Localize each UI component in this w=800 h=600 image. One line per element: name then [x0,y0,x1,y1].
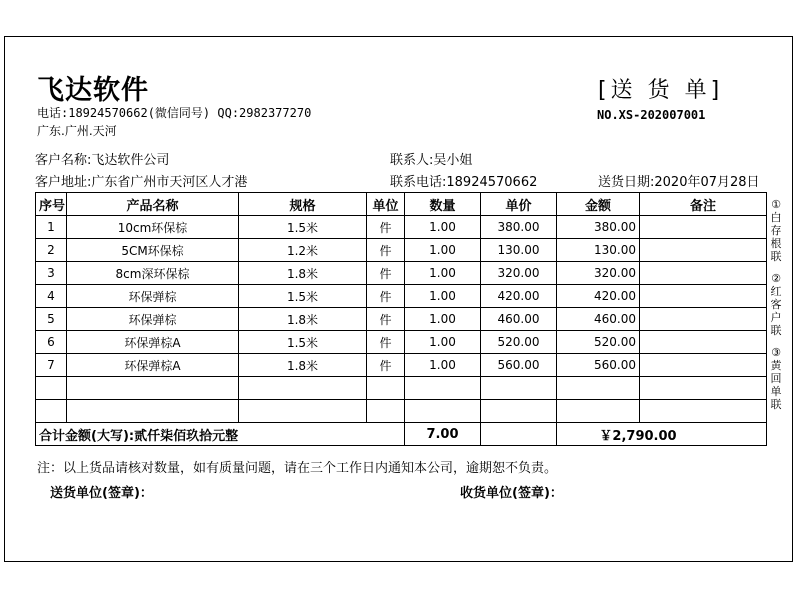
cell-spec: 1.5米 [239,331,367,354]
copy-label-yellow: ③黄回单联 [770,346,782,411]
document-title: [送 货 单] [598,78,724,103]
cell-price: 420.00 [481,285,557,308]
customer-name: 客户名称:飞达软件公司 [35,153,170,168]
table-row [36,331,767,354]
document-number: NO.XS-202007001 [597,108,706,122]
cell-unit: 件 [367,216,405,239]
cell-remark [640,285,767,308]
total-row [36,423,767,446]
header-index: 序号 [36,193,67,216]
cell-unit: 件 [367,308,405,331]
cell-qty: 1.00 [405,262,481,285]
cell-remark [640,262,767,285]
cell-remark [640,216,767,239]
cell-product: 环保弹棕 [67,308,239,331]
header-price: 单价 [481,193,557,216]
cell-price: 520.00 [481,331,557,354]
header-product: 产品名称 [67,193,239,216]
cell-amount: 380.00 [557,216,640,239]
cell-amount: 520.00 [557,331,640,354]
empty-row [36,400,767,423]
copy-labels [769,198,783,420]
cell-spec: 1.5米 [239,216,367,239]
header-spec: 规格 [239,193,367,216]
cell-remark [640,331,767,354]
cell-spec: 1.2米 [239,239,367,262]
header-qty: 数量 [405,193,481,216]
cell-product: 5CM环保棕 [67,239,239,262]
cell-spec: 1.8米 [239,308,367,331]
cell-price: 560.00 [481,354,557,377]
cell-remark [640,308,767,331]
footer-note: 注：以上货品请核对数量，如有质量问题，请在三个工作日内通知本公司，逾期恕不负责。 [37,461,558,476]
delivery-date: 送货日期:2020年07月28日 [598,175,760,190]
cell-index: 7 [36,354,67,377]
table-row [36,354,767,377]
sender-signature-label: 送货单位(签章)： [50,486,153,501]
cell-amount: 560.00 [557,354,640,377]
cell-unit: 件 [367,262,405,285]
company-phone: 电话:18924570662(微信同号) QQ:2982377270 [37,106,312,120]
contact-person: 联系人:吴小姐 [390,153,473,168]
table-row [36,285,767,308]
cell-unit: 件 [367,331,405,354]
cell-price: 320.00 [481,262,557,285]
customer-address: 客户地址:广东省广州市天河区人才港 [35,175,248,190]
table-row [36,262,767,285]
cell-amount: 420.00 [557,285,640,308]
cell-spec: 1.5米 [239,285,367,308]
cell-index: 1 [36,216,67,239]
cell-qty: 1.00 [405,285,481,308]
header-remark: 备注 [640,193,767,216]
contact-phone: 联系电话:18924570662 [390,175,538,190]
copy-label-white: ①白存根联 [770,198,782,263]
company-address: 广东.广州.天河 [37,124,117,138]
company-name: 飞达软件 [37,75,149,106]
cell-amount: 460.00 [557,308,640,331]
cell-unit: 件 [367,354,405,377]
cell-remark [640,239,767,262]
cell-index: 3 [36,262,67,285]
cell-index: 4 [36,285,67,308]
cell-unit: 件 [367,239,405,262]
table-header-row [36,193,767,216]
cell-remark [640,354,767,377]
cell-price: 460.00 [481,308,557,331]
table-row [36,308,767,331]
cell-index: 2 [36,239,67,262]
cell-unit: 件 [367,285,405,308]
cell-qty: 1.00 [405,216,481,239]
total-in-words: 合计金额(大写):贰仟柒佰玖拾元整 [36,423,405,446]
cell-spec: 1.8米 [239,262,367,285]
cell-index: 5 [36,308,67,331]
table-row [36,239,767,262]
cell-qty: 1.00 [405,331,481,354]
cell-qty: 1.00 [405,354,481,377]
cell-product: 10cm环保棕 [67,216,239,239]
items-table [35,192,767,446]
total-amount: ￥2,790.00 [557,423,767,446]
cell-product: 环保弹棕 [67,285,239,308]
empty-row [36,377,767,400]
cell-price: 380.00 [481,216,557,239]
table-row [36,216,767,239]
cell-amount: 320.00 [557,262,640,285]
cell-qty: 1.00 [405,308,481,331]
cell-product: 环保弹棕A [67,331,239,354]
receiver-signature-label: 收货单位(签章)： [460,486,563,501]
cell-qty: 1.00 [405,239,481,262]
header-amount: 金额 [557,193,640,216]
cell-index: 6 [36,331,67,354]
cell-amount: 130.00 [557,239,640,262]
cell-product: 8cm深环保棕 [67,262,239,285]
cell-spec: 1.8米 [239,354,367,377]
cell-product: 环保弹棕A [67,354,239,377]
copy-label-red: ②红客户联 [770,272,782,337]
total-qty: 7.00 [405,423,481,446]
header-unit: 单位 [367,193,405,216]
cell-price: 130.00 [481,239,557,262]
